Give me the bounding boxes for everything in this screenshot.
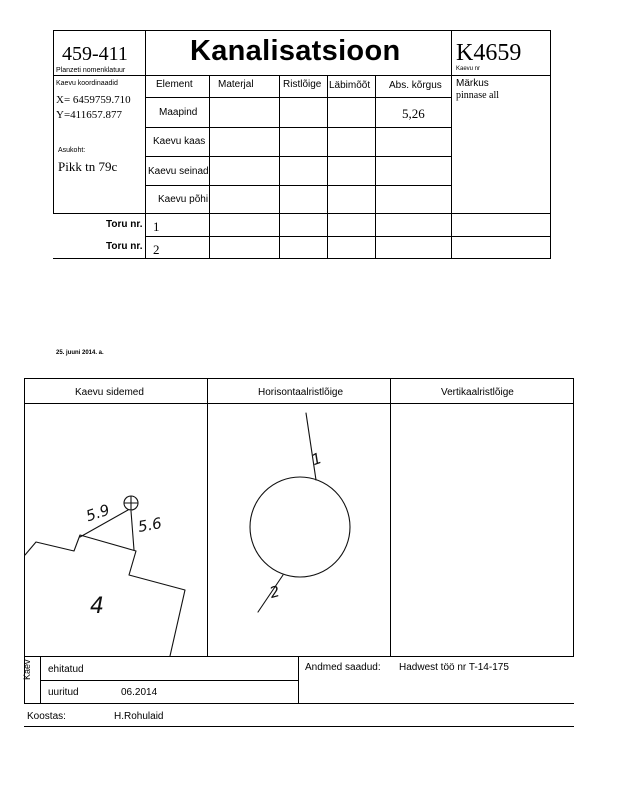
well-circle <box>250 477 350 577</box>
toru-2-value: 2 <box>153 242 160 257</box>
header-ristloige: Ristlõige <box>283 79 322 90</box>
nomenklatuur-label: Planzeti nomenklatuur <box>56 67 126 74</box>
dim-right-label: 5.6 <box>136 514 164 536</box>
koostas-value: H.Rohulaid <box>114 711 164 722</box>
maapind-abs-value: 5,26 <box>402 106 425 121</box>
page-title: Kanalisatsioon <box>190 35 401 67</box>
header-markus: Märkus <box>456 78 489 89</box>
pipe-1-line <box>306 413 316 480</box>
date-stamp: 25. juuni 2014. a. <box>56 350 104 356</box>
ehitatud-label: ehitatud <box>48 664 84 675</box>
header-labimoot: Läbimõõt <box>329 80 371 91</box>
nomenklatuur-value: 459-411 <box>62 43 128 65</box>
toru-2-label: Toru nr. <box>106 241 143 252</box>
dim-left-label: 5.9 <box>83 500 112 526</box>
pipe-2-label: 2 <box>267 582 282 602</box>
asukoht-label: Asukoht: <box>58 147 86 154</box>
toru-1-value: 1 <box>153 219 160 234</box>
pipe-1-label: 1 <box>309 448 325 470</box>
uuritud-value: 06.2014 <box>121 687 158 698</box>
andmed-value: Hadwest töö nr T-14-175 <box>399 662 509 673</box>
kaevu-nr-value: K4659 <box>456 40 522 66</box>
row-kaevu-seinad: Kaevu seinad <box>148 166 209 177</box>
coords-label: Kaevu koordinaadid <box>56 80 118 87</box>
col-horisontaalristloige: Horisontaalristlõige <box>258 387 344 398</box>
markus-value: pinnase all <box>456 90 500 101</box>
header-materjal: Materjal <box>218 79 254 90</box>
x-coordinate: X= 6459759.710 <box>56 94 131 106</box>
col-kaevu-sidemed: Kaevu sidemed <box>75 387 144 398</box>
y-coordinate: Y=411657.877 <box>56 109 122 121</box>
row-kaevu-pohi: Kaevu põhi <box>158 194 209 205</box>
col-vertikaalristloige: Vertikaalristlõige <box>441 387 514 398</box>
andmed-label: Andmed saadud: <box>305 662 381 673</box>
house-number-label: 4 <box>90 594 104 619</box>
header-abs-korgus: Abs. kõrgus <box>389 80 442 91</box>
row-maapind: Maapind <box>159 107 198 118</box>
asukoht-value: Pikk tn 79c <box>58 159 118 174</box>
kaev-label: Kaev <box>22 659 32 680</box>
kaevu-nr-label: Kaevu nr <box>456 66 481 72</box>
koostas-label: Koostas: <box>27 711 66 722</box>
header-element: Element <box>156 79 193 90</box>
uuritud-label: uuritud <box>48 687 79 698</box>
row-kaevu-kaas: Kaevu kaas <box>153 136 206 147</box>
toru-1-label: Toru nr. <box>106 219 143 230</box>
